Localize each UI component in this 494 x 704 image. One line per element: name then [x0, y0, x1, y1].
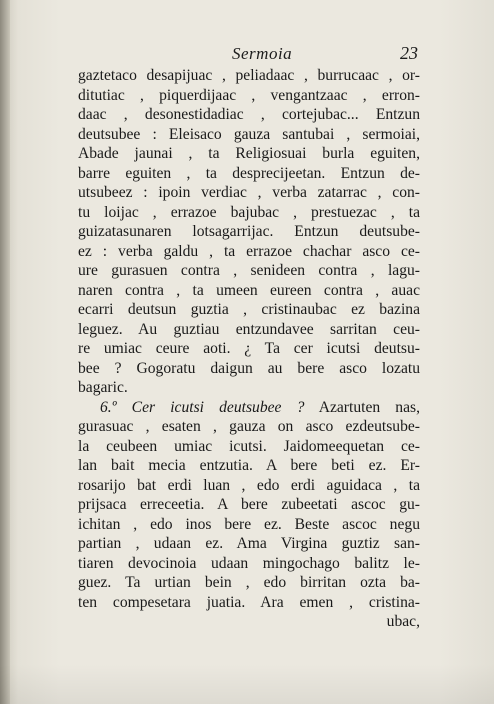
text-line: gurasuac , esaten , gauza on asco ezdeutsube-: [78, 418, 420, 435]
text-line: ditutiac , piquerdijaac , vengantzaac , erron-: [78, 86, 420, 104]
text-line: daac , desonestidadiac , cortejubac... Entzun: [78, 106, 420, 123]
text-line: gaztetaco desapijuac , peliadaac , burrucaac , or-: [78, 67, 420, 84]
text-line: barre eguiten , ta desprecijeetan. Entzun de-: [78, 164, 420, 182]
catchword: ubac,: [386, 613, 420, 630]
page-shading: [0, 664, 494, 704]
text-line: partian , udaan ez. Ama Virgina guztiz san-: [78, 535, 420, 552]
text-line: ez : verba galdu , ta errazoe chachar asco ce-: [78, 242, 420, 260]
running-title: Sermoia: [232, 44, 293, 63]
text-line: guez. Ta urtian bein , edo birritan ozta ba-: [78, 574, 420, 591]
text-line: bagaric.: [78, 379, 128, 396]
text-line: Azartuten nas,: [318, 398, 420, 416]
page-number: 23: [400, 43, 418, 63]
text-line: utsubeez : ipoin verdiac , verba zatarrac , con-: [78, 184, 420, 201]
body-text: [78, 66, 420, 632]
text-line: lan bait mecia entzutia. A bere beti ez. Er-: [78, 457, 420, 474]
text-line: ecarri deutsun guztia , cristinaubac ez bazina: [78, 301, 420, 318]
paragraph-number: 6.º: [100, 398, 117, 416]
text-line: ure gurasuen contra , senideen contra , lagu-: [78, 262, 420, 279]
text-line: tu loijac , errazoe bajubac , prestuezac , ta: [78, 203, 420, 221]
paragraph-heading-line: [78, 398, 420, 418]
text-line: deutsubee : Eleisaco gauza santubai , sermoiai,: [78, 125, 420, 143]
text-line: ten compesetara juatia. Ara emen , cristina-: [78, 593, 420, 611]
text-line: bee ? Gogoratu daigun au bere asco lozatu: [78, 359, 420, 377]
text-line: guizatasunaren lotsagarrijac. Entzun deutsube-: [78, 223, 420, 240]
text-line: rosarijo bat erdi luan , edo erdi aguidaca , ta: [78, 476, 420, 494]
paragraph-heading: Cer icutsi deutsubee ?: [131, 398, 305, 416]
text-line: leguez. Au guztiau entzundavee sarritan ceu-: [78, 320, 420, 338]
running-head: [80, 44, 418, 68]
page-gutter: [0, 0, 10, 704]
text-line: naren contra , ta umeen eureen contra , auac: [78, 281, 420, 299]
text-line: Abade jaunai , ta Religiosuai burla eguiten,: [78, 145, 420, 162]
text-line: la ceubeen umiac icutsi. Jaidomeequetan ce-: [78, 437, 420, 455]
text-line: prijsaca erreceetia. A bere zubeetati ascoc gu-: [78, 496, 420, 513]
text-line: re umiac ceure aoti. ¿ Ta cer icutsi deutsu-: [78, 340, 420, 357]
text-line: tiaren devocinoia udaan mingochago balitz le-: [78, 554, 420, 572]
text-line: ichitan , edo inos bere ez. Beste ascoc negu: [78, 515, 420, 533]
